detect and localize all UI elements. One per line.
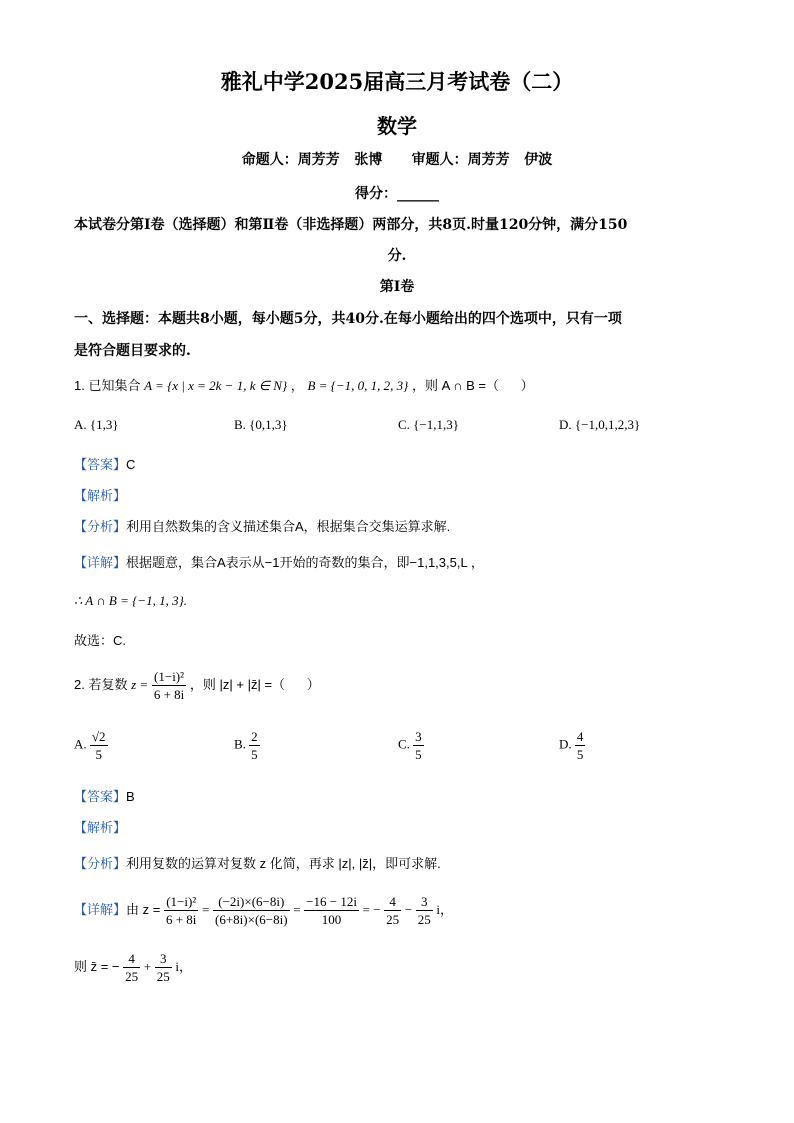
q2-fraction <box>152 668 186 703</box>
q2-detail-frac-5 <box>416 893 433 928</box>
q2-detail-frac-3 <box>304 893 359 928</box>
q1-option-b-label: B. <box>234 417 246 432</box>
q2-detail-neg: = − <box>362 901 381 917</box>
exam-authors: 命题人：周芳芳 张博 审题人：周芳芳 伊波 <box>241 152 553 168</box>
q2-option-c-den: 5 <box>415 747 422 762</box>
exam-subject: 数学 <box>377 114 417 138</box>
section-heading-1: 一、选择题：本题共8小题，每小题5分，共40分.在每小题给出的四个选项中，只有一项 <box>74 311 622 327</box>
q2-option-b <box>234 728 260 763</box>
q2-conjugate <box>74 950 192 985</box>
q1-jiexi-tag: 【解析】 <box>74 488 127 503</box>
q2-option-d-frac <box>575 728 586 763</box>
q1-option-a <box>74 417 119 433</box>
q2-answer-value: B <box>126 789 135 804</box>
q1-ask: ，则 A ∩ B =（ ） <box>411 378 534 393</box>
q2-option-c <box>398 728 424 763</box>
q1-answer-tag: 【答案】 <box>74 457 127 472</box>
q2-option-b-frac <box>249 728 260 763</box>
q1-xiangjie-tag: 【详解】 <box>74 555 127 570</box>
q2-num: (1−i)² <box>152 668 186 686</box>
intro-line-2: 分. <box>387 248 407 264</box>
q1-option-b <box>234 417 288 433</box>
q2-detail-frac-4 <box>384 893 401 928</box>
q1-answer-value: C <box>126 457 136 472</box>
q1-option-d <box>559 417 640 433</box>
q2-detail-minus: − <box>404 901 413 917</box>
q2-conj-frac-1-den: 25 <box>125 969 139 984</box>
q2-z: z = <box>131 676 149 692</box>
q2-detail-frac-2 <box>213 893 290 928</box>
q1-option-d-value: {−1,0,1,2,3} <box>574 417 641 432</box>
q2-detail-frac-1-num: (1−i)² <box>164 893 198 911</box>
q1-prefix: 1. 已知集合 <box>74 378 141 393</box>
q1-option-a-label: A. <box>74 417 87 432</box>
q1-set-b: B = {−1, 0, 1, 2, 3} <box>307 378 409 393</box>
q1-answer <box>74 454 135 473</box>
q2-xiangjie <box>74 893 453 928</box>
q1-option-d-label: D. <box>559 417 572 432</box>
q2-stem <box>74 668 320 703</box>
q1-set-a: A = {x | x = 2k − 1, k ∈ N} <box>144 378 288 393</box>
q2-option-b-den: 5 <box>251 747 258 762</box>
q2-detail-frac-2-den: (6+8i)×(6−8i) <box>215 912 288 927</box>
q1-fenxi-tag: 【分析】 <box>74 519 127 534</box>
q1-stem <box>74 375 534 394</box>
q2-detail-eq-1: = <box>202 901 210 917</box>
q2-answer-tag: 【答案】 <box>74 789 127 804</box>
q2-option-b-label: B. <box>234 736 246 752</box>
q2-option-c-frac <box>413 728 424 763</box>
q1-xiangjie-text: 根据题意，集合A表示从−1开始的奇数的集合，即−1,1,3,5,L ， <box>126 555 484 570</box>
q1-conclusion: ∴ A ∩ B = {−1, 1, 3}. <box>74 593 188 608</box>
q2-option-d-den: 5 <box>576 747 584 762</box>
q2-detail-frac-3-den: 100 <box>321 912 342 927</box>
q1-fenxi-text: 利用自然数集的含义描述集合A，根据集合交集运算求解. <box>126 519 451 534</box>
q2-option-c-num: 3 <box>415 729 422 744</box>
q2-conj-frac-2-den: 25 <box>156 969 170 984</box>
section-heading-2: 是符合题目要求的. <box>74 343 191 359</box>
q2-detail-frac-2-num: (−2i)×(6−8i) <box>213 893 290 911</box>
q2-ask: ，则 |z| + |z̄| =（ ） <box>189 676 320 692</box>
q2-xiangjie-pre: 由 z = <box>126 901 161 917</box>
q2-jiexi-tag: 【解析】 <box>74 820 127 835</box>
q2-conj-frac-1 <box>123 950 140 985</box>
q2-answer <box>74 786 135 805</box>
q2-conj-frac-2 <box>155 950 172 985</box>
q2-option-d <box>559 728 585 763</box>
q1-option-c <box>398 417 459 433</box>
q2-fenxi-tag: 【分析】 <box>74 856 127 871</box>
score-field: 得分：______ <box>355 186 439 202</box>
q2-then-pre: 则 z̄ = − <box>74 958 120 974</box>
volume-heading: 第Ⅰ卷 <box>379 279 415 295</box>
q2-detail-frac-1 <box>164 893 198 928</box>
q2-fenxi-text: 利用复数的运算对复数 z 化简，再求 |z|, |z̄|，即可求解. <box>126 856 441 871</box>
q2-detail-frac-5-den: 25 <box>417 912 431 927</box>
q1-option-b-value: {0,1,3} <box>249 417 288 432</box>
q2-option-a-num: √2 <box>91 729 106 744</box>
q1-option-c-value: {−1,1,3} <box>413 417 459 432</box>
q2-detail-tail: i， <box>436 901 453 917</box>
q2-option-a-frac <box>90 728 108 763</box>
q2-prefix: 2. 若复数 <box>74 676 128 692</box>
q2-den: 6 + 8i <box>153 687 185 702</box>
q2-detail-frac-3-num: −16 − 12i <box>306 894 357 909</box>
q2-option-d-num: 4 <box>576 729 584 744</box>
q2-option-a-den: 5 <box>95 747 102 762</box>
q2-option-c-label: C. <box>398 736 410 752</box>
intro-line-1: 本试卷分第Ⅰ卷（选择题）和第Ⅱ卷（非选择题）两部分，共8页.时量120分钟，满分150 <box>74 217 628 233</box>
q2-xiangjie-tag: 【详解】 <box>74 901 127 917</box>
q2-conj-tail: i， <box>175 958 192 974</box>
q2-conj-frac-2-num: 3 <box>155 950 172 968</box>
exam-title: 雅礼中学2025届高三月考试卷（二） <box>220 69 574 94</box>
q2-conj-plus: + <box>143 958 152 974</box>
q1-option-c-label: C. <box>398 417 410 432</box>
q2-detail-frac-4-den: 25 <box>386 912 400 927</box>
q2-detail-frac-1-den: 6 + 8i <box>165 912 197 927</box>
q2-detail-eq-2: = <box>293 901 301 917</box>
q2-detail-frac-5-num: 3 <box>416 893 433 911</box>
q2-option-b-num: 2 <box>251 729 258 744</box>
q1-fenxi <box>74 516 450 535</box>
q1-xiangjie <box>74 552 484 571</box>
q1-option-a-value: {1,3} <box>89 417 119 432</box>
q2-option-a <box>74 728 108 763</box>
q1-final: 故选：C. <box>74 633 127 648</box>
q2-option-d-label: D. <box>559 736 572 752</box>
q2-conj-frac-1-num: 4 <box>123 950 140 968</box>
q2-option-a-label: A. <box>74 736 87 752</box>
q2-detail-frac-4-num: 4 <box>384 893 401 911</box>
q1-sep: ， <box>290 378 304 393</box>
q2-fenxi <box>74 853 441 872</box>
